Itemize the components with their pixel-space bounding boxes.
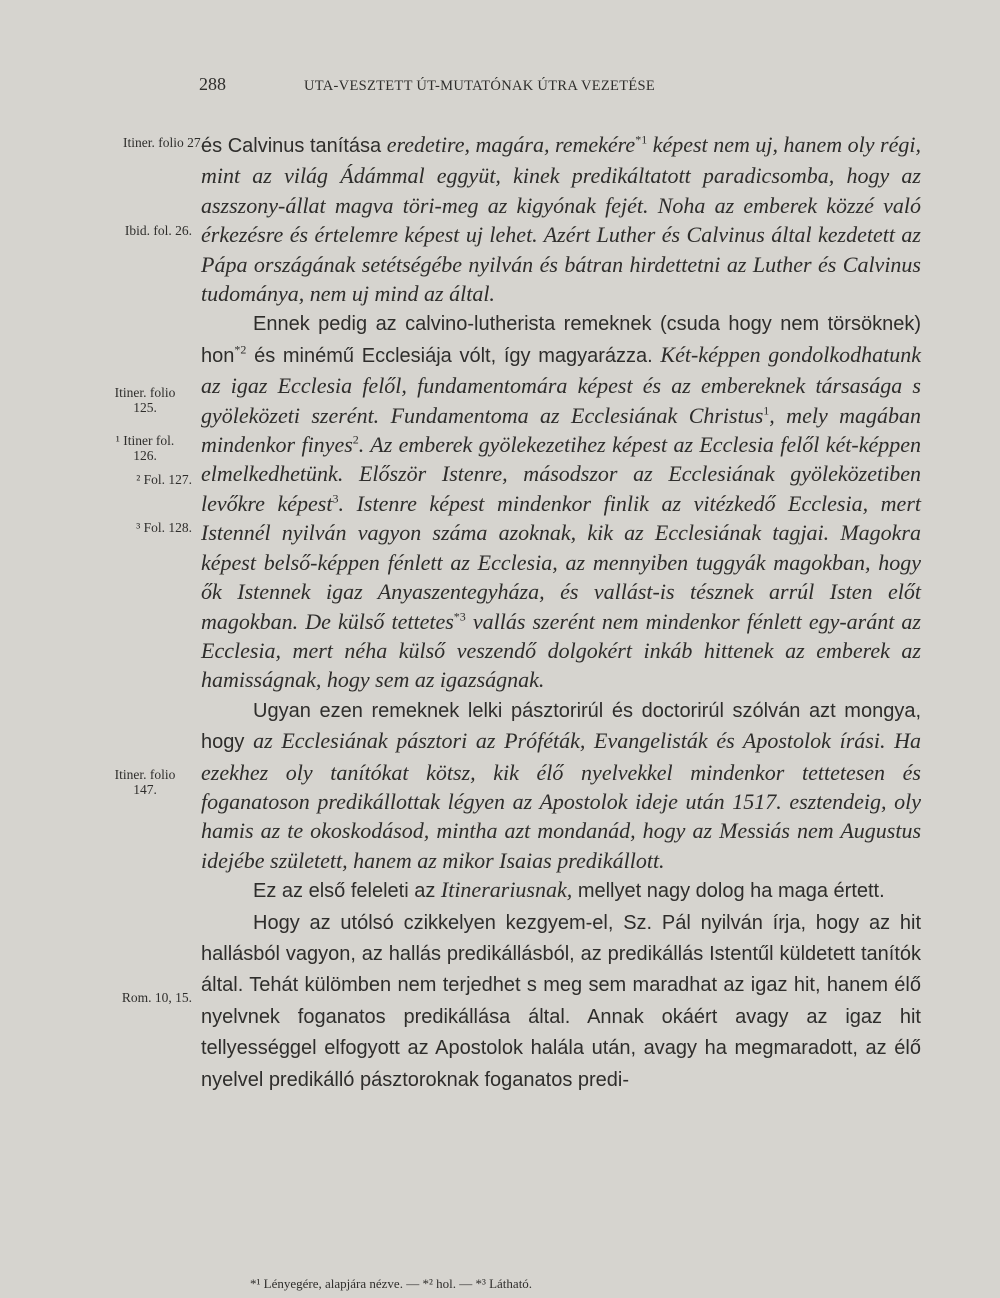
- paragraph-3: [201, 695, 921, 875]
- paragraph-5: [201, 907, 921, 1095]
- margin-note-itiner-126: [95, 433, 195, 463]
- margin-note-line: ¹ Itiner fol.: [115, 433, 175, 448]
- text-span: és minémű Ecclesiája vólt, így magyarázza.: [246, 344, 661, 367]
- margin-note-itiner-27: Itiner. folio 27.: [123, 135, 204, 150]
- margin-note-line: 147.: [133, 782, 157, 797]
- text-span: Ennek pedig az calvino-lutherista remeknek (csuda hogy nem törsöknek) hon: [201, 313, 921, 367]
- footnote-ref: *3: [453, 609, 466, 624]
- margin-note-line: 125.: [133, 400, 157, 415]
- margin-note-fol-127: ² Fol. 127.: [136, 472, 192, 487]
- italic-span: képest nem uj, hanem oly régi, mint az világ Ádámmal eggyüt, kinek predikáltatott paradicsomba, hogy az aszszony-állat magva töri-meg az kigyónak fejét. Noha az emberek közzé való érkezésre és értelemre képest uj lehet. Azért Luther és Calvinus által kezdetett az Pápa országának setétségébe nyilván és bátran hirdettetni az Luther és Calvinus tudománya, nem uj mind az által.: [201, 132, 921, 307]
- paragraph-1: [201, 130, 921, 308]
- paragraph-4: [201, 875, 921, 906]
- footnotes: *¹ Lényegére, alapjára nézve. — *² hol. — *³ Látható.: [250, 1276, 533, 1291]
- italic-span: . Az emberek gyölekezetihez képest az Ecclesia felől két-képpen elmelkedhetünk. Először Istenre, másodszor az Ecclesiának gyöleközetiben levőkre képest: [201, 432, 921, 516]
- italic-span: az Ecclesiának pásztori az Próféták, Evangelisták és Apostolok írási. Ha ezekhez oly tanítókat kötsz, kik élő nyelvekkel mindenkor tettetesen és foganatoson predikállottak légyen az Apostolok ideje után 1517. esztendeig, oly hamis az te okoskodásod, mintha azt mondanád, hogy az Messiás nem Augustus idejébe született, hanem az mikor Isaias predikállott.: [201, 728, 921, 873]
- page-header: [199, 74, 759, 104]
- text-span: mellyet nagy dolog ha maga értett.: [572, 880, 885, 903]
- italic-span: Itinerariusnak,: [440, 877, 573, 903]
- italic-span: vallás szerént nem mindenkor fénlett egy-aránt az Ecclesia, mert néha külső veszendő dolgokért inkáb hittenek az emberek az hamisságnak, hogy sem az igazságnak.: [201, 608, 921, 693]
- margin-note-rom: Rom. 10, 15.: [121, 990, 192, 1005]
- margin-note-fol-128: ³ Fol. 128.: [136, 520, 192, 535]
- italic-span: eredetire, magára, remekére: [386, 132, 636, 157]
- margin-note-line: Itiner. folio: [114, 385, 176, 400]
- margin-note-line: 126.: [133, 448, 157, 463]
- running-title: UTA-VESZTETT ÚT-MUTATÓNAK ÚTRA VEZETÉSE: [304, 78, 656, 94]
- footnote-ref: 1: [763, 403, 770, 418]
- text-span: Ez az első feleleti az: [253, 880, 441, 903]
- paragraph-2: [201, 308, 921, 694]
- italic-span: , mely magában mindenkor finyes: [201, 402, 921, 458]
- italic-span: . Istenre képest mindenkor finlik az vitézkedő Ecclesia, mert Istennél nyilván vagyon száma azoknak, kik az Ecclesiának tagjai. Magokra képest belső-képpen fénlett az Ecclesia, az mennyiben tuggyák magokban, hogy ők Istennek igaz Anyaszentegyháza, és vallást-is tésznek arrúl Isten előt magokban. De külső tettetes: [201, 490, 921, 634]
- text-span: Ugyan ezen remeknek lelki pásztorirúl és doctorirúl szólván azt mongya, hogy: [201, 699, 921, 754]
- margin-note-itiner-125: [95, 385, 195, 415]
- italic-span: Két-képpen gondolkodhatunk az igaz Ecclesia felől, fundamentomára képest és az embereknek társasága s gyöleközeti szerént. Fundamentoma az Ecclesiának Christus: [201, 341, 921, 428]
- footnote-ref: 2: [352, 432, 359, 447]
- margin-note-itiner-147: [95, 767, 195, 797]
- page-number: 288: [199, 74, 226, 94]
- footnote-ref: 3: [332, 491, 339, 506]
- footnote-ref: *2: [234, 342, 247, 357]
- main-text: [201, 130, 921, 1095]
- text-span: Hogy az utólsó czikkelyen kezgyem-el, Sz. Pál nyilván írja, hogy az hit hallásból vagyon, az hallás predikállásból, az predikállás Istentűl küldetett tanítók által. Tehát külömben nem terjedhet s meg sem maradhat az igaz hit, hanem élő nyelvnek foganatos predikállása által. Annak okáért avagy az igaz hit tellyességgel elfogyott az Apostolok halála után, avagy ha megmaradott, az élő nyelvel predikálló pásztoroknak foganatos predi-: [201, 911, 921, 1091]
- margin-note-ibid-26: Ibid. fol. 26.: [124, 223, 192, 238]
- text-span: és Calvinus tanítása: [201, 135, 387, 157]
- margin-note-line: Itiner. folio: [114, 767, 176, 782]
- footnote-ref: *1: [635, 132, 648, 147]
